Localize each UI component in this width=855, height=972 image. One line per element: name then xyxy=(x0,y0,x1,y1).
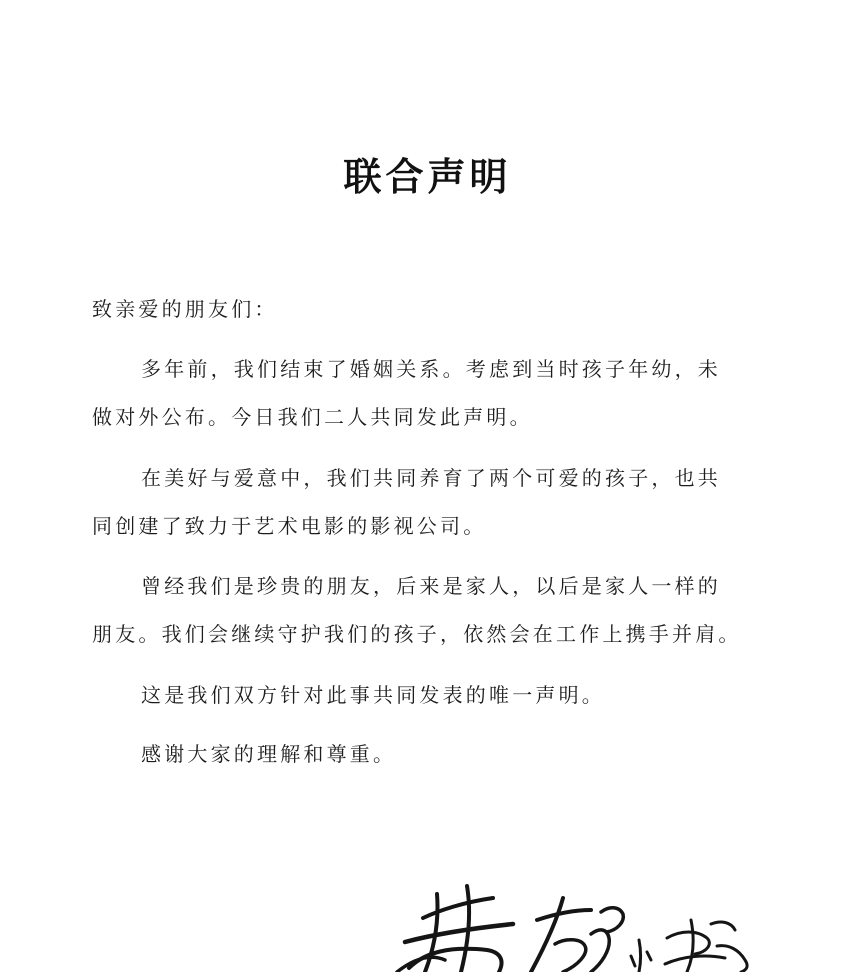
paragraph-line: 这是我们双方针对此事共同发表的唯一声明。 xyxy=(141,683,605,707)
paragraph-line: 多年前，我们结束了婚姻关系。考虑到当时孩子年幼，未 xyxy=(141,357,721,381)
paragraph-line: 做对外公布。今日我们二人共同发此声明。 xyxy=(92,405,533,429)
paragraph-line: 同创建了致力于艺术电影的影视公司。 xyxy=(92,514,487,538)
paragraph-line: 感谢大家的理解和尊重。 xyxy=(141,742,397,766)
salutation: 致亲爱的朋友们： xyxy=(92,297,278,321)
paragraph-line: 曾经我们是珍贵的朋友，后来是家人，以后是家人一样的 xyxy=(141,574,721,598)
document-title: 联合声明 xyxy=(343,155,512,199)
paragraph-line: 在美好与爱意中，我们共同养育了两个可爱的孩子，也共 xyxy=(141,466,721,490)
handwritten-signature xyxy=(395,880,765,972)
paragraph-line: 朋友。我们会继续守护我们的孩子，依然会在工作上携手并肩。 xyxy=(92,622,742,646)
